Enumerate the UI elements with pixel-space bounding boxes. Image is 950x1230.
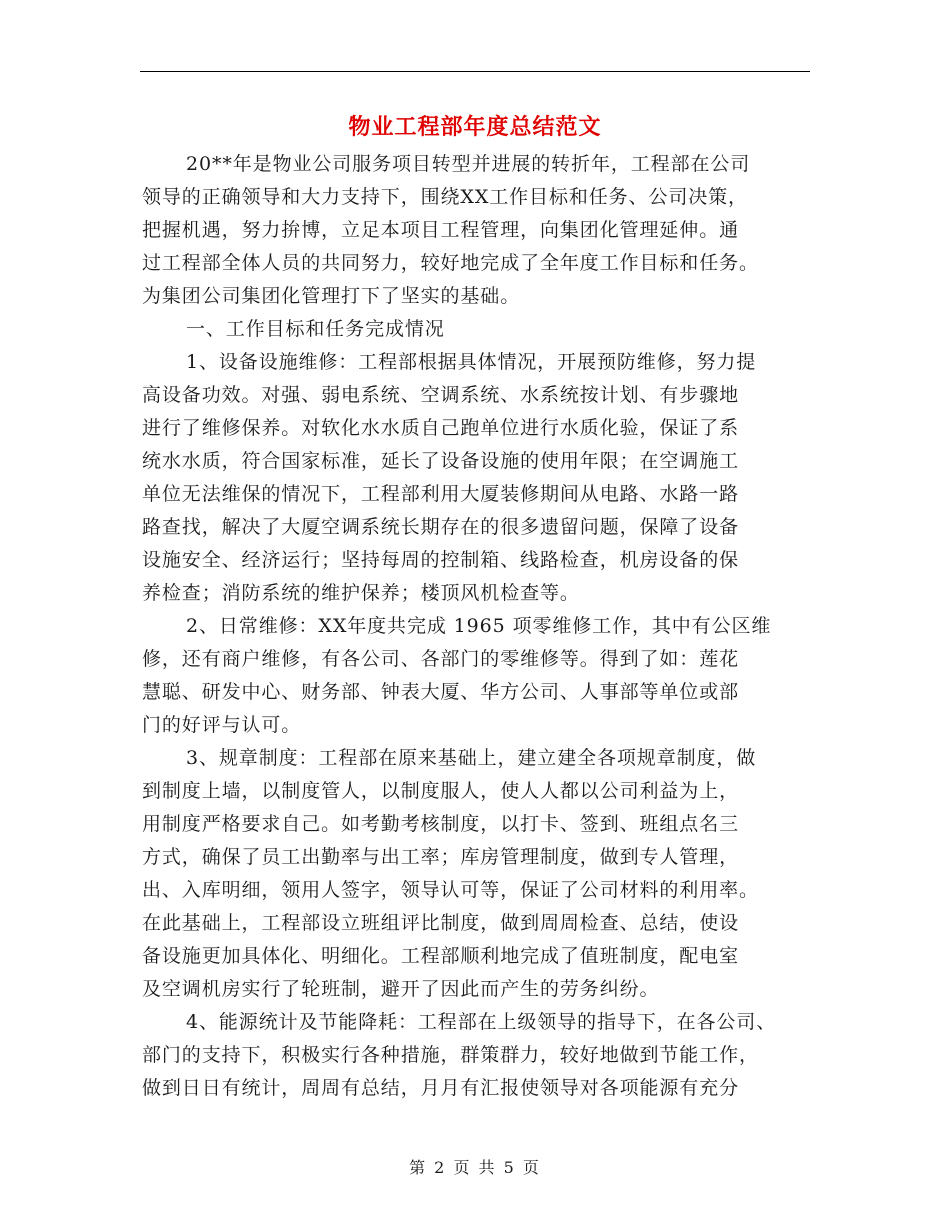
- paragraph-line: 路查找，解决了大厦空调系统长期存在的很多遗留问题，保障了设备: [142, 516, 740, 538]
- paragraph-line: 单位无法维保的情况下，工程部利用大厦装修期间从电路、水路一路: [142, 483, 740, 505]
- paragraph-line: 养检查；消防系统的维护保养；楼顶风机检查等。: [142, 582, 580, 604]
- paragraph-line: 备设施更加具体化、明细化。工程部顺利地完成了值班制度，配电室: [142, 945, 740, 967]
- paragraph-line: 20**年是物业公司服务项目转型并进展的转折年，工程部在公司: [186, 153, 751, 175]
- paragraph-line: 把握机遇，努力拚博，立足本项目工程管理，向集团化管理延伸。通: [142, 219, 740, 241]
- paragraph-line: 过工程部全体人员的共同努力，较好地完成了全年度工作目标和任务。: [142, 252, 759, 274]
- paragraph-line: 做到日日有统计，周周有总结，月月有汇报使领导对各项能源有充分: [142, 1077, 740, 1099]
- paragraph-line: 修，还有商户维修，有各公司、各部门的零维修等。得到了如：莲花: [142, 648, 740, 670]
- paragraph-line: 高设备功效。对强、弱电系统、空调系统、水系统按计划、有步骤地: [142, 384, 740, 406]
- paragraph-line: 用制度严格要求自己。如考勤考核制度，以打卡、签到、班组点名三: [142, 813, 740, 835]
- paragraph-line: 1、设备设施维修：工程部根据具体情况，开展预防维修，努力提: [186, 351, 757, 373]
- paragraph-line: 为集团公司集团化管理打下了坚实的基础。: [142, 285, 521, 307]
- paragraph-line: 4、能源统计及节能降耗：工程部在上级领导的指导下，在各公司、: [186, 1011, 777, 1033]
- paragraph-line: 慧聪、研发中心、财务部、钟表大厦、华方公司、人事部等单位或部: [142, 681, 740, 703]
- paragraph-line: 门的好评与认可。: [142, 714, 302, 736]
- paragraph-line: 统水水质，符合国家标准，延长了设备设施的使用年限；在空调施工: [142, 450, 740, 472]
- document-title: 物业工程部年度总结范文: [348, 114, 602, 140]
- paragraph-line: 2、日常维修：XX年度共完成 1965 项零维修工作，其中有公区维: [186, 615, 772, 637]
- paragraph-line: 3、规章制度：工程部在原来基础上，建立建全各项规章制度，做: [186, 747, 757, 769]
- header-rule: [140, 71, 810, 72]
- paragraph-line: 进行了维修保养。对软化水水质自己跑单位进行水质化验，保证了系: [142, 417, 740, 439]
- section-heading: 一、工作目标和任务完成情况: [186, 318, 445, 340]
- paragraph-line: 方式，确保了员工出勤率与出工率；库房管理制度，做到专人管理，: [142, 846, 740, 868]
- paragraph-line: 部门的支持下，积极实行各种措施，群策群力，较好地做到节能工作，: [142, 1044, 759, 1066]
- paragraph-line: 及空调机房实行了轮班制，避开了因此而产生的劳务纠纷。: [142, 978, 660, 1000]
- page-footer: 第 2 页 共 5 页: [409, 1158, 541, 1177]
- paragraph-line: 在此基础上，工程部设立班组评比制度，做到周周检查、总结，使设: [142, 912, 740, 934]
- paragraph-line: 出、入库明细，领用人签字，领导认可等，保证了公司材料的利用率。: [142, 879, 759, 901]
- paragraph-line: 设施安全、经济运行；坚持每周的控制箱、线路检查，机房设备的保: [142, 549, 740, 571]
- paragraph-line: 到制度上墙，以制度管人，以制度服人，使人人都以公司利益为上，: [142, 780, 740, 802]
- paragraph-line: 领导的正确领导和大力支持下，围绕XX工作目标和任务、公司决策，: [142, 186, 748, 208]
